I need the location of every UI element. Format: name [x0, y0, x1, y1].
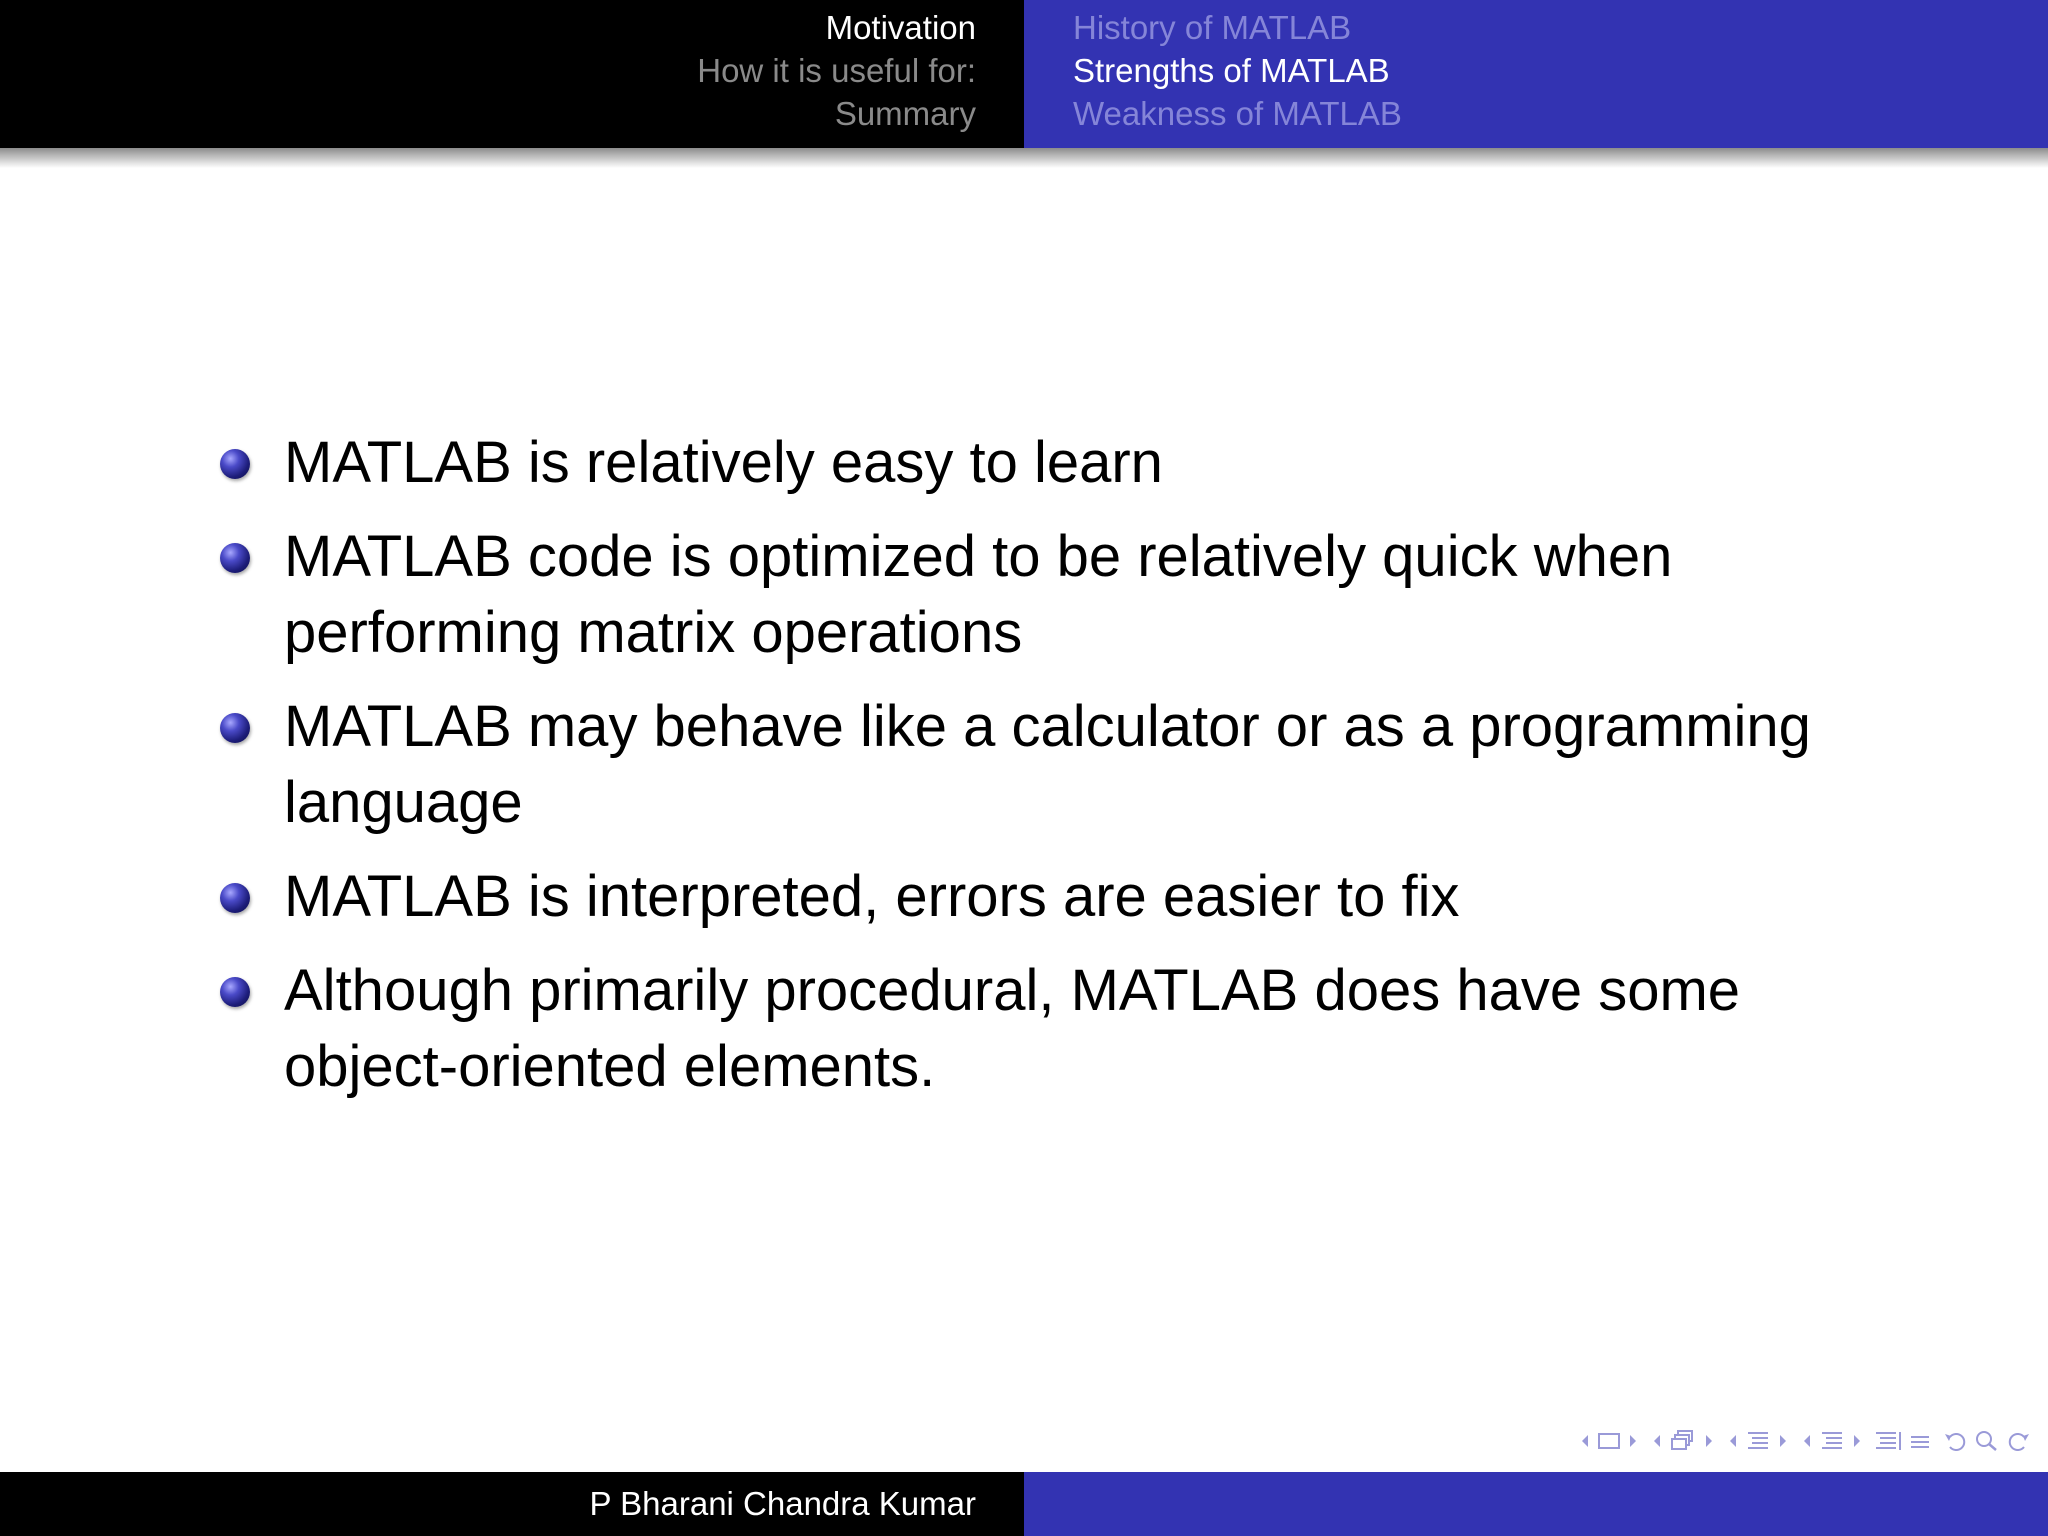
bullet-text: MATLAB is interpreted, errors are easier to fix [284, 864, 1460, 929]
frame-prev-icon[interactable] [1578, 1429, 1592, 1453]
frame-icon[interactable] [1596, 1429, 1622, 1453]
appendix-icon[interactable] [1874, 1429, 1904, 1453]
subsection2-icon[interactable] [1818, 1429, 1846, 1453]
frame-nav-group [1578, 1429, 1640, 1453]
search-icon[interactable] [1974, 1429, 2000, 1453]
section-prev-icon[interactable] [1726, 1429, 1740, 1453]
section-link-summary[interactable]: Summary [834, 95, 976, 132]
subsection-link-history[interactable]: History of MATLAB [1073, 9, 1352, 46]
author-name: P Bharani Chandra Kumar [589, 1485, 976, 1522]
bullet-item [220, 519, 1920, 671]
navigation-list-icon[interactable] [1908, 1429, 1932, 1453]
section-icon[interactable] [1744, 1429, 1772, 1453]
header-shadow [0, 148, 2048, 168]
subsection-navigation [1024, 0, 2048, 148]
section-link-motivation[interactable]: Motivation [825, 9, 976, 46]
subsection-next-icon[interactable] [1702, 1429, 1716, 1453]
frame-next-icon[interactable] [1626, 1429, 1640, 1453]
appendix-nav-group [1874, 1429, 1932, 1453]
beamer-navigation-controls [1578, 1424, 2032, 1458]
header-bar [0, 0, 2048, 148]
bullet-item [220, 425, 1920, 501]
bullet-ball-icon [220, 977, 250, 1007]
bullet-ball-icon [220, 449, 250, 479]
bullet-text: MATLAB is relatively easy to learn [284, 430, 1163, 495]
footer-title-panel [1024, 1472, 2048, 1536]
section-next-icon[interactable] [1776, 1429, 1790, 1453]
bullet-item [220, 859, 1920, 935]
bullet-ball-icon [220, 883, 250, 913]
undo-icon[interactable] [1942, 1429, 1970, 1453]
section-link-how-useful[interactable]: How it is useful for: [697, 52, 976, 89]
section-navigation [0, 0, 1024, 148]
subsection-next2-icon[interactable] [1850, 1429, 1864, 1453]
bullet-item [220, 689, 1920, 841]
bullet-item [220, 953, 1920, 1105]
bullet-text: MATLAB may behave like a calculator or as a programming language [284, 694, 1811, 835]
bullet-text: MATLAB code is optimized to be relatively quick when performing matrix operations [284, 524, 1673, 665]
section-nav-group [1726, 1429, 1790, 1453]
search-nav-group [1942, 1429, 2032, 1453]
redo-icon[interactable] [2004, 1429, 2032, 1453]
bullet-ball-icon [220, 543, 250, 573]
subsection-nav-group-2 [1800, 1429, 1864, 1453]
subsection-nav-group [1650, 1429, 1716, 1453]
subsection-icon[interactable] [1668, 1429, 1698, 1453]
subsection-link-weakness[interactable]: Weakness of MATLAB [1073, 95, 1402, 132]
bullet-text: Although primarily procedural, MATLAB does have some object-oriented elements. [284, 958, 1741, 1099]
bullet-ball-icon [220, 713, 250, 743]
subsection-link-strengths[interactable]: Strengths of MATLAB [1073, 52, 1390, 89]
subsection-prev-icon[interactable] [1650, 1429, 1664, 1453]
footer-bar [0, 1472, 2048, 1536]
footer-author-panel [0, 1472, 1024, 1536]
slide-content [220, 425, 1920, 1123]
bullet-list [220, 425, 1920, 1105]
subsection-prev2-icon[interactable] [1800, 1429, 1814, 1453]
